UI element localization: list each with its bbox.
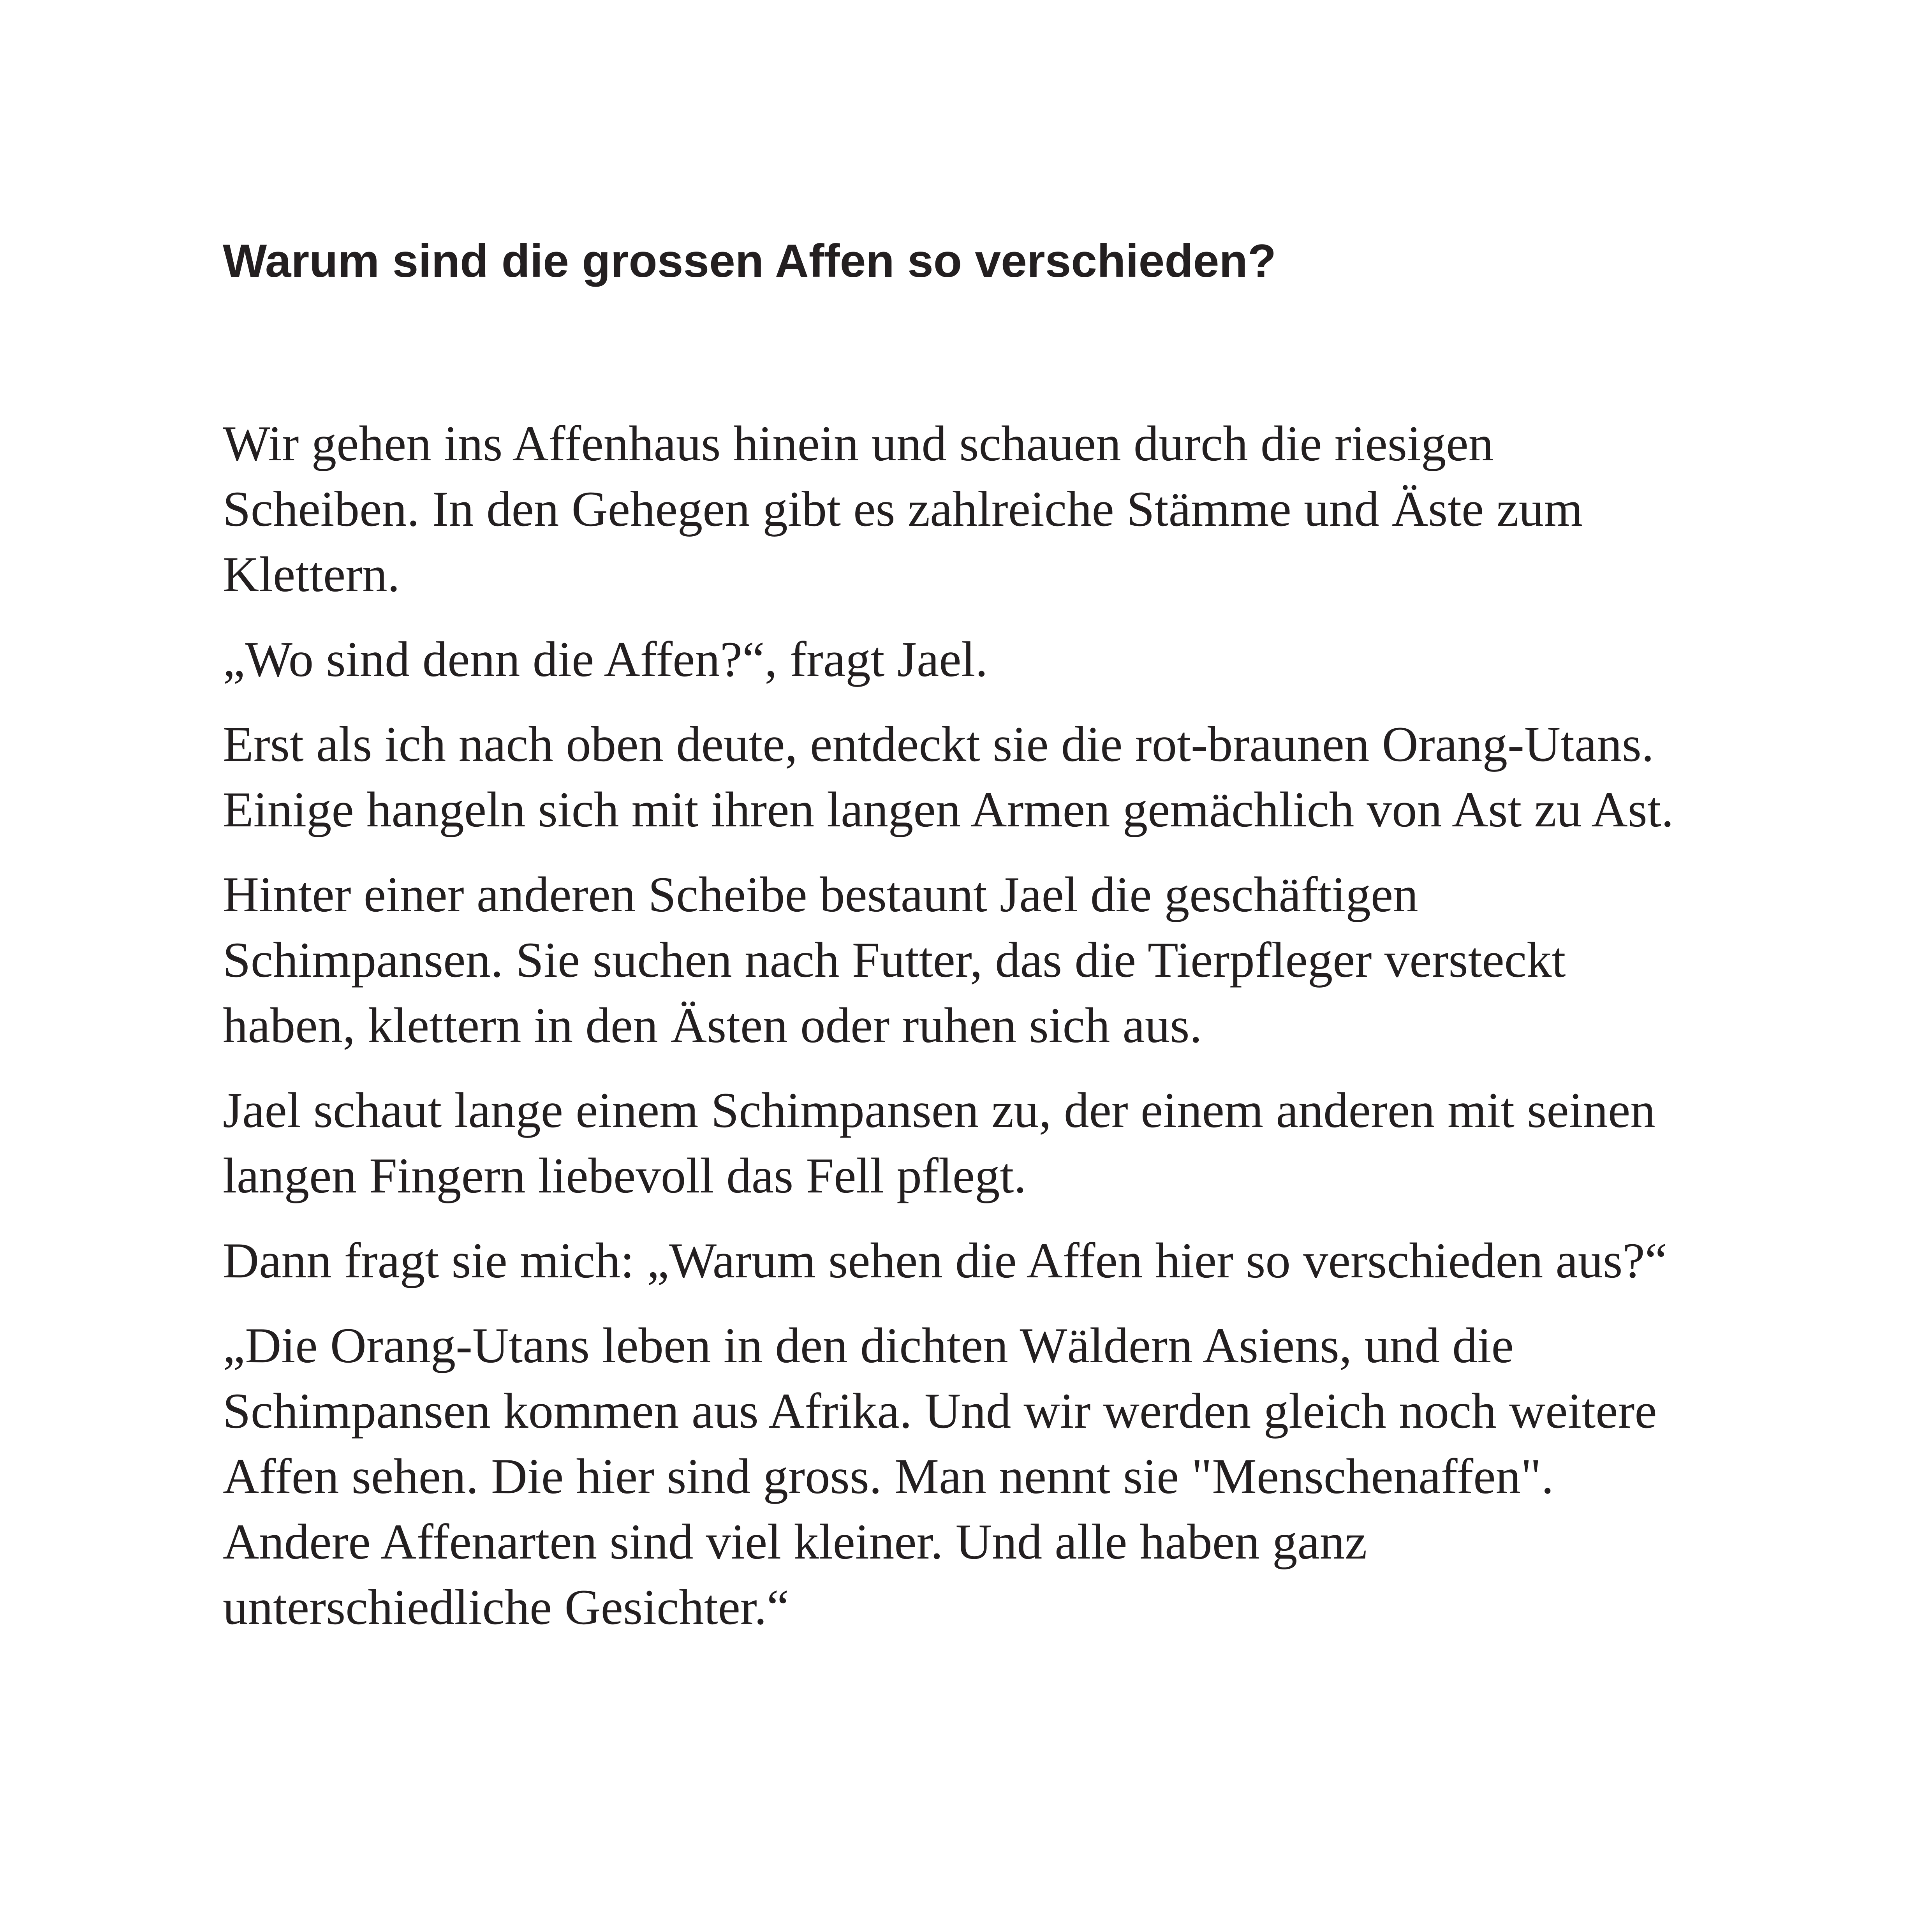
text-line: unterschiedliche Gesichter.“	[223, 1579, 789, 1635]
paragraph-3	[223, 712, 1765, 842]
paragraph-1	[223, 411, 1765, 607]
text-line: Jael schaut lange einem Schimpansen zu, der einem anderen mit seinen	[223, 1082, 1655, 1138]
text-line: Andere Affenarten sind viel kleiner. Und alle haben ganz	[223, 1514, 1367, 1569]
paragraph-7	[223, 1313, 1765, 1640]
text-line: „Wo sind denn die Affen?“, fragt Jael.	[223, 631, 988, 687]
text-line: langen Fingern liebevoll das Fell pflegt.	[223, 1148, 1027, 1203]
text-line: Erst als ich nach oben deute, entdeckt sie die rot-braunen Orang-Utans.	[223, 716, 1654, 772]
text-line: Schimpansen. Sie suchen nach Futter, das die Tierpfleger versteckt	[223, 932, 1566, 988]
page-title: Warum sind die grossen Affen so verschieden?	[223, 235, 1277, 287]
paragraph-6	[223, 1228, 1765, 1293]
story-text	[223, 411, 1765, 1659]
text-line: Klettern.	[223, 546, 400, 602]
text-line: Hinter einer anderen Scheibe bestaunt Jael die geschäftigen	[223, 866, 1418, 922]
text-line: Affen sehen. Die hier sind gross. Man nennt sie "Menschenaffen".	[223, 1448, 1554, 1504]
paragraph-4	[223, 862, 1765, 1058]
paragraph-2	[223, 627, 1765, 692]
text-line: Scheiben. In den Gehegen gibt es zahlreiche Stämme und Äste zum	[223, 481, 1583, 537]
text-line: „Die Orang-Utans leben in den dichten Wäldern Asiens, und die	[223, 1317, 1514, 1373]
text-line: Wir gehen ins Affenhaus hinein und schauen durch die riesigen	[223, 416, 1494, 471]
text-line: haben, klettern in den Ästen oder ruhen sich aus.	[223, 997, 1202, 1053]
text-line: Einige hangeln sich mit ihren langen Armen gemächlich von Ast zu Ast.	[223, 782, 1674, 837]
paragraph-5	[223, 1078, 1765, 1208]
text-line: Dann fragt sie mich: „Warum sehen die Affen hier so verschieden aus?“	[223, 1233, 1667, 1288]
text-line: Schimpansen kommen aus Afrika. Und wir werden gleich noch weitere	[223, 1383, 1657, 1439]
